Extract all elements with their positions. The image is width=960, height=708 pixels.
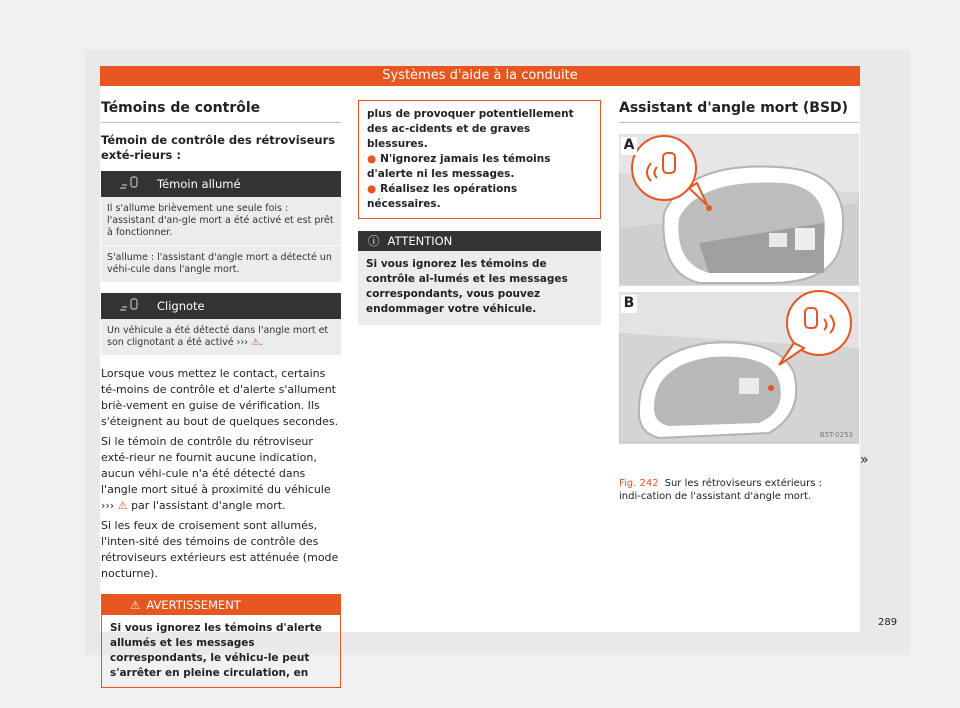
attention-text: Si vous ignorez les témoins de contrôle al-lumés et les messages correspondants, vous pouvez endommager votre véhicule. bbox=[366, 258, 568, 315]
paragraph: Lorsque vous mettez le contact, certains té-moins de contrôle et d'alerte s'allument briè-vement en guise de vérification. Ils s'éteignent au bout de quelques secondes. bbox=[101, 367, 339, 428]
continued-mark: » bbox=[860, 452, 869, 468]
figure-mirrors bbox=[619, 133, 859, 473]
attention-box bbox=[358, 231, 601, 325]
lamp-row: S'allume : l'assistant d'angle mort a détecté un véhi-cule dans l'angle mort. bbox=[101, 246, 341, 283]
column-middle bbox=[358, 100, 601, 325]
lamp-table-on bbox=[101, 171, 341, 283]
lamp-row: Il s'allume brièvement une seule fois : l'assistant d'an-gle mort a été activé et est prêt à fonctionner. bbox=[101, 197, 341, 246]
info-circle-icon: ⓘ bbox=[368, 234, 380, 248]
attention-title: ATTENTION bbox=[387, 234, 453, 248]
section-title: Assistant d'angle mort (BSD) bbox=[619, 100, 859, 123]
panel-label-b: B bbox=[621, 295, 637, 313]
subheading: Témoin de contrôle des rétroviseurs exté-rieurs : bbox=[101, 133, 336, 162]
image-code: B5T-0253 bbox=[819, 431, 853, 439]
warning-box bbox=[101, 594, 341, 688]
page-number: 289 bbox=[878, 617, 898, 628]
figure-number: Fig. 242 bbox=[619, 478, 659, 489]
column-left bbox=[101, 100, 341, 688]
warning-box-continued bbox=[358, 100, 601, 219]
section-title: Témoins de contrôle bbox=[101, 100, 341, 123]
panel-label-a: A bbox=[621, 137, 637, 155]
warning-text: Si vous ignorez les témoins d'alerte allumés et les messages correspondants, le véhicu-le peut s'arrêter en pleine circulation, en bbox=[110, 622, 322, 679]
mirror-warning-icon bbox=[101, 176, 157, 192]
mirror-illustration bbox=[619, 133, 859, 473]
figure-caption: Fig. 242 Sur les rétroviseurs extérieurs : indi-cation de l'assistant d'angle mort. bbox=[619, 478, 822, 502]
paragraph: Si le témoin de contrôle du rétroviseur exté-rieur ne fournit aucune indication, aucun véhi-cule n'a été détecté dans l'angle mort situé à proximité du véhicule ››› ⚠ par l'assistant d'angle mort. bbox=[101, 435, 331, 512]
lamp-blink-label: Clignote bbox=[157, 299, 205, 313]
lamp-row: Un véhicule a été détecté dans l'angle mort et son clignotant a été activé ››› ⚠. bbox=[101, 319, 341, 356]
lamp-on-label: Témoin allumé bbox=[157, 177, 241, 191]
warning-triangle-icon: ⚠ bbox=[251, 337, 260, 348]
warning-triangle-icon: ⚠ bbox=[130, 598, 141, 612]
warning-title: AVERTISSEMENT bbox=[146, 598, 241, 612]
warning-item: ● Réalisez les opérations nécessaires. bbox=[367, 183, 518, 210]
mirror-warning-icon bbox=[101, 298, 157, 314]
warning-item: ● N'ignorez jamais les témoins d'alerte ni les messages. bbox=[367, 153, 551, 180]
lamp-table-blink bbox=[101, 293, 341, 356]
warning-triangle-icon: ⚠ bbox=[117, 499, 128, 512]
paragraph: Si les feux de croisement sont allumés, l'inten-sité des témoins de contrôle des rétroviseurs extérieurs est atténuée (mode nocturne). bbox=[101, 519, 339, 580]
running-header: Systèmes d'aide à la conduite bbox=[100, 66, 860, 86]
column-right bbox=[619, 100, 859, 503]
warning-continued-text: plus de provoquer potentiellement des ac-cidents et de graves blessures. bbox=[367, 108, 574, 150]
